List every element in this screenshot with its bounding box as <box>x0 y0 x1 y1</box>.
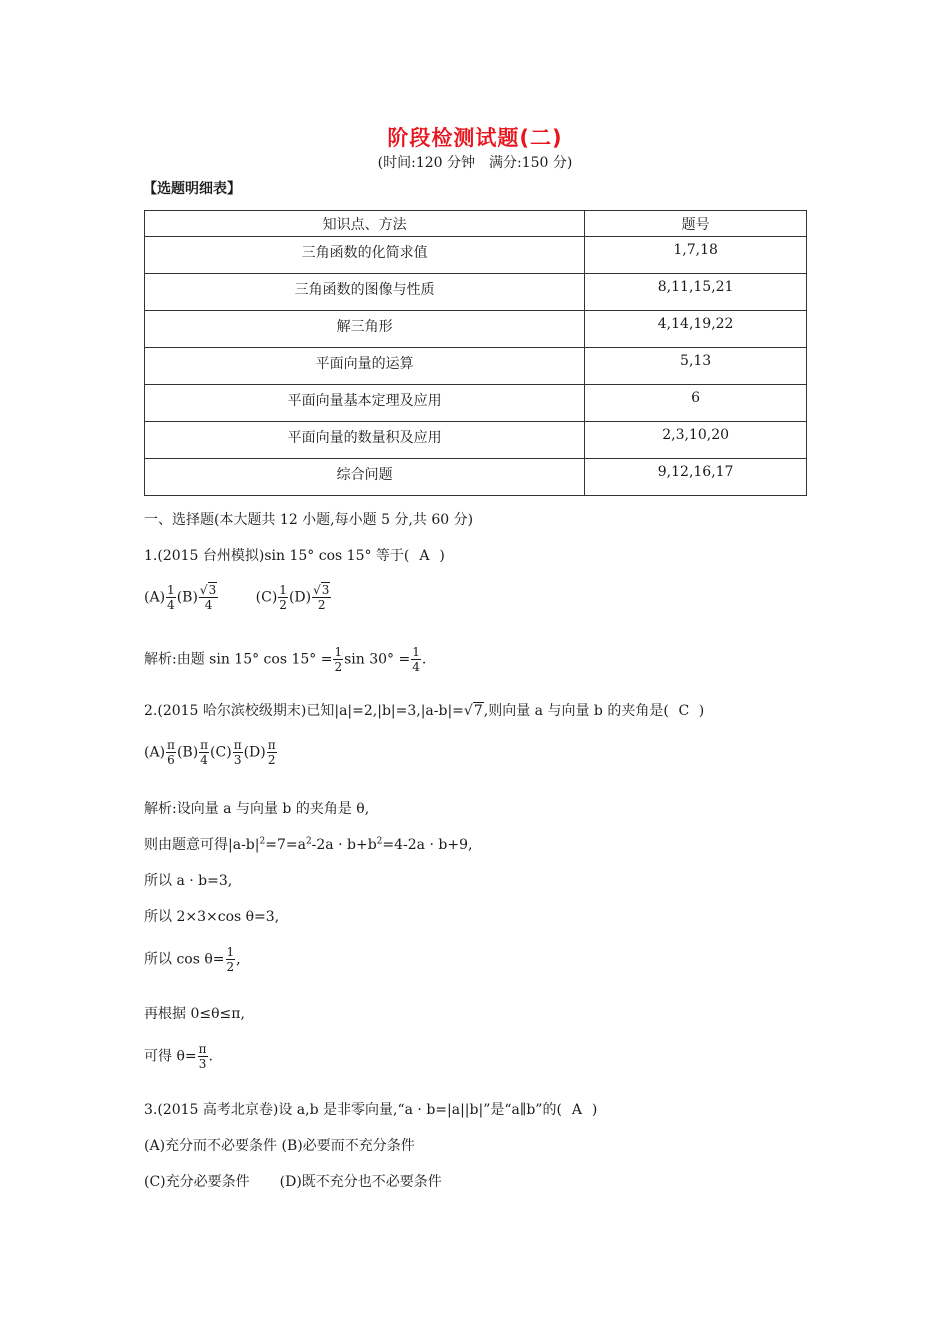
answer-mark: A <box>419 548 430 564</box>
topic-cell: 平面向量基本定理及应用 <box>145 385 585 422</box>
solution-line: 再根据 0≤θ≤π, <box>144 1006 245 1022</box>
question-3-options: (A)充分而不必要条件 (B)必要而不充分条件 <box>144 1138 415 1154</box>
part-heading: 一、选择题(本大题共 12 小题,每小题 5 分,共 60 分) <box>144 512 474 528</box>
question-3-options: (C)充分必要条件 (D)既不充分也不必要条件 <box>144 1174 442 1190</box>
fraction: $\frac{√3}{2}$ <box>313 583 330 612</box>
numbers-cell: 8,11,15,21 <box>585 274 807 311</box>
fraction: $\frac{1}{4}$ <box>412 645 420 674</box>
sqrt-icon: √ <box>463 703 473 719</box>
numbers-cell: 6 <box>585 385 807 422</box>
numbers-cell: 4,14,19,22 <box>585 311 807 348</box>
solution-line: 所以 a · b=3, <box>144 873 233 889</box>
option-label: (B) <box>176 589 198 606</box>
option-label: (A) <box>144 589 166 606</box>
topic-table <box>144 210 807 496</box>
question-1-stem <box>144 545 445 565</box>
section-label: 【选题明细表】 <box>143 181 241 197</box>
question-3-stem: 3.(2015 高考北京卷)设 a,b 是非零向量,“a · b=|a||b|”是“a∥b”的( A ) <box>144 1102 598 1118</box>
exam-info: (时间:120 分钟 满分:150 分) <box>377 155 573 171</box>
question-text: 1.(2015 台州模拟)sin 15° cos 15° 等于( <box>144 548 410 564</box>
answer-mark: C <box>678 703 690 719</box>
topic-cell: 平面向量的数量积及应用 <box>145 422 585 459</box>
sqrt-icon: √ <box>199 583 208 597</box>
option-label: (D) <box>288 589 312 606</box>
table-header-row <box>145 211 807 237</box>
page-title: 阶段检测试题(二) <box>387 126 563 150</box>
topic-cell: 三角函数的图像与性质 <box>145 274 585 311</box>
column-header-numbers: 题号 <box>585 211 807 237</box>
close-paren: ) <box>439 548 445 564</box>
table-row <box>145 459 807 496</box>
fraction: $\frac{\pi}{3}$ <box>198 1042 207 1071</box>
table-row <box>145 311 807 348</box>
topic-cell: 解三角形 <box>145 311 585 348</box>
numbers-cell: 9,12,16,17 <box>585 459 807 496</box>
solution-line: 所以 2×3×cos θ=3, <box>144 909 280 925</box>
question-1-options <box>144 583 332 612</box>
fraction: $\frac{1}{2}$ <box>226 945 235 974</box>
table-row <box>145 422 807 459</box>
fraction: $\frac{\pi}{2}$ <box>267 738 276 767</box>
fraction: $\frac{√3}{4}$ <box>199 583 217 612</box>
topic-cell: 三角函数的化简求值 <box>145 237 585 274</box>
fraction: $\frac{1}{2}$ <box>279 583 287 612</box>
fraction: $\frac{1}{4}$ <box>167 583 175 612</box>
numbers-cell: 5,13 <box>585 348 807 385</box>
sqrt-icon: √ <box>313 583 321 597</box>
table-row <box>145 274 807 311</box>
fraction: $\frac{\pi}{4}$ <box>200 738 209 767</box>
numbers-cell: 1,7,18 <box>585 237 807 274</box>
topic-cell: 综合问题 <box>145 459 585 496</box>
solution-line: 所以 cos θ= $\frac{1}{2}$ , <box>144 945 241 974</box>
option-label: (C) <box>255 589 278 606</box>
answer-mark: A <box>571 1102 582 1118</box>
solution-line: 则由题意可得$|a-b|^2=7=a^2-2a \cdot b+b^2=4-2a \cdot b+9$, <box>144 836 473 853</box>
solution-line: 解析:设向量 a 与向量 b 的夹角是 θ, <box>144 801 370 817</box>
solution-line: 可得 θ= $\frac{\pi}{3}$ . <box>144 1042 213 1071</box>
fraction: $\frac{\pi}{3}$ <box>233 738 242 767</box>
question-2-options: (A) $\frac{\pi}{6}$ (B) $\frac{\pi}{4}$ (C) $\frac{\pi}{3}$ (D) $\frac{\pi}{2}$ <box>144 738 276 767</box>
table-row <box>145 385 807 422</box>
fraction: $\frac{\pi}{6}$ <box>167 738 175 767</box>
table-row <box>145 237 807 274</box>
column-header-topic: 知识点、方法 <box>145 211 585 237</box>
table-row <box>145 348 807 385</box>
question-2-stem: 2.(2015 哈尔滨校级期末)已知|a|=2,|b|=3,|a-b|=√7,则向量 a 与向量 b 的夹角是( C ) <box>144 703 705 719</box>
fraction: $\frac{1}{2}$ <box>334 645 343 674</box>
question-1-solution: 解析:由题 sin 15° cos 15° = $\frac{1}{2}$ sin 30° = $\frac{1}{4}$ . <box>144 645 427 674</box>
topic-cell: 平面向量的运算 <box>145 348 585 385</box>
numbers-cell: 2,3,10,20 <box>585 422 807 459</box>
